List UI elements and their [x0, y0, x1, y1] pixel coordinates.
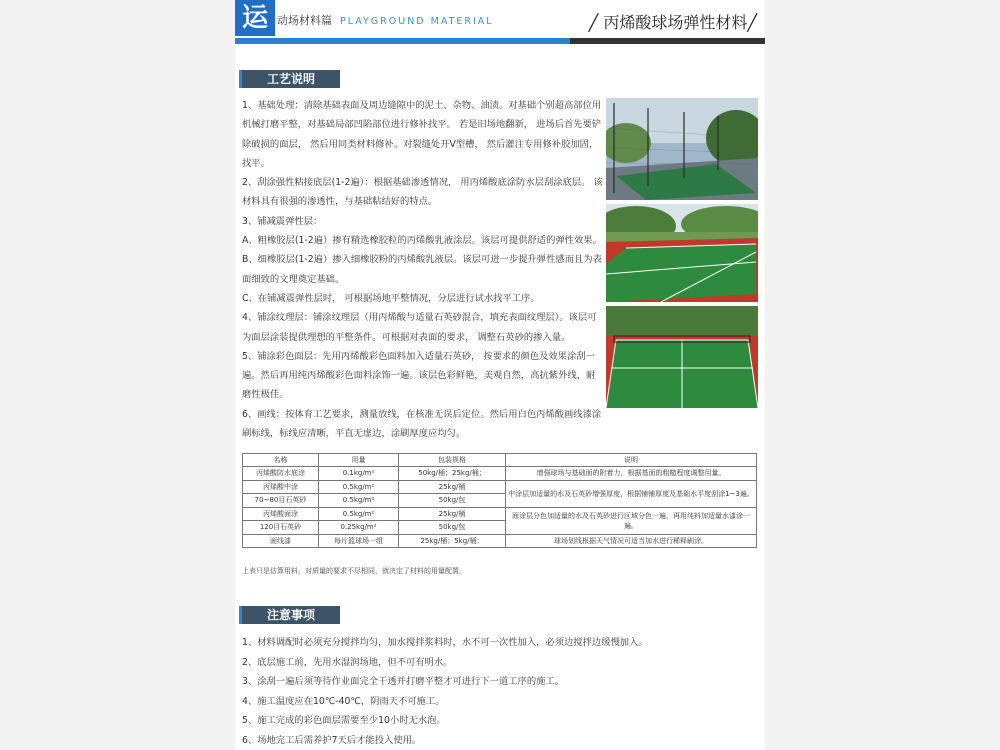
section-heading-process: 工艺说明	[242, 70, 340, 88]
table-cell: 25kg/桶	[399, 480, 506, 494]
table-row	[243, 480, 757, 494]
list-item: 1、材料调配时必须充分搅拌均匀，加水搅拌浆料时，水不可一次性加入，必须边搅拌边缓慢加入。	[242, 637, 648, 648]
process-paragraph: 1、基础处理：清除基础表面及周边缝隙中的泥土、杂物、油渍。对基础个别超高部位用机械打磨平整，对基础局部凹陷部位进行修补找平。 若是旧场地翻新， 进场后首先要铲除破损的面层， 然后用同类材料修补。对裂缝处开V型槽， 然后灌注专用修补胶加固， 找平。	[242, 100, 602, 169]
process-paragraph: 6、画线：按体育工艺要求，测量放线，在核准无误后定位。然后用白色丙烯酸画线漆涂刷标线，标线应清晰，平直无虚边，涂刷厚度应均匀。	[242, 408, 602, 440]
logo-mark: 运	[235, 0, 275, 36]
table-header: 说明	[506, 454, 757, 467]
court-photo-red-green	[606, 204, 758, 302]
list-item: 2、底层施工前，先用水湿润场地，但不可有明水。	[242, 656, 453, 668]
process-paragraph: 5、铺涂彩色面层：先用丙烯酸彩色面料加入适量石英砂， 按要求的颜色及效果涂刮一遍。然后再用纯丙烯酸彩色面料涂饰一遍。该层色彩鲜艳，美观自然，高抗紫外线，耐磨性极佳。	[242, 350, 596, 401]
table-cell: 0.25kg/m²	[319, 521, 399, 535]
table-header: 用量	[319, 454, 399, 467]
process-paragraph: B、细橡胶层(1-2遍）掺入细橡胶粉的丙烯酸乳液层。该层可进一步提升弹性感而且为表面细致的文理奠定基础。	[242, 254, 602, 285]
materials-table	[242, 453, 757, 548]
table-cell: 每片篮球场一组	[319, 534, 399, 548]
table-cell: 50kg/桶；25kg/桶；	[399, 467, 506, 481]
process-paragraph: 2、刮涂强性粘接底层(1-2遍）：根据基础渗透情况， 用丙烯酸底涂防水层刮涂底层。 该材料具有很强的渗透性，与基础粘结好的特点。	[242, 177, 603, 208]
table-note: 上表只是估算用料，对质量的要求不尽相同，就决定了材料的用量配置。	[242, 567, 466, 575]
list-item: 5、施工完成的彩色面层需要至少10小时无水泡。	[242, 715, 446, 726]
table-cell: 0.5kg/m²	[319, 507, 399, 521]
table-cell: 50kg/包	[399, 521, 506, 535]
process-paragraph: A、粗橡胶层(1-2遍）掺有精选橡胶粒的丙烯酸乳液涂层。该层可提供舒适的弹性效果。	[242, 235, 602, 247]
table-row	[243, 467, 757, 481]
section-heading-notes: 注意事项	[242, 606, 340, 624]
table-cell: 50kg/包	[399, 494, 506, 508]
notes-list	[242, 633, 757, 750]
process-description	[242, 96, 604, 443]
header-title: ╱ 丙烯酸球场弹性材料╱	[588, 13, 757, 32]
table-cell: 0.1kg/m²	[319, 467, 399, 481]
process-paragraph: 4、铺涂纹理层：铺涂纹理层（用丙烯酸与适量石英砂混合，填充表面纹理层）。该层可为面层涂装提供理想的平整条件。可根据对表面的要求， 调整石英砂的掺入量。	[242, 312, 597, 343]
table-cell: 中涂层加适量的水及石英砂增强厚度，根据铺铺厚度及基础水平度刮涂1~3遍。	[506, 480, 757, 507]
table-row	[243, 507, 757, 521]
header-bar-blue	[235, 38, 570, 44]
header-bar-dark	[570, 38, 765, 44]
document-page	[235, 0, 765, 750]
table-cell: 面涂层分色加适量的水及石英砂进行区域分色一遍，再用纯料加适量水漆涂一遍。	[506, 507, 757, 534]
process-paragraph: C、在铺减震弹性层时， 可根据场地平整情况，分层进行试水找平工序。	[242, 292, 540, 304]
court-photo-fenced	[606, 98, 758, 200]
table-row	[243, 534, 757, 548]
table-cell: 画线漆	[243, 534, 319, 548]
table-cell: 球场划线根据天气情况可适当加水进行稀释刷涂。	[506, 534, 757, 548]
table-cell: 0.5kg/m²	[319, 494, 399, 508]
table-cell: 25kg/桶	[399, 507, 506, 521]
list-item: 4、施工温度应在10℃-40℃，阴雨天不可施工。	[242, 695, 445, 707]
table-cell: 丙烯酸防水底涂	[243, 467, 319, 481]
table-cell: 丙烯酸中涂	[243, 480, 319, 494]
table-header-row	[243, 454, 757, 467]
table-cell: 70~80目石英砂	[243, 494, 319, 508]
table-header: 包装规格	[399, 454, 506, 467]
table-cell: 丙烯酸面涂	[243, 507, 319, 521]
list-item: 3、涂刮一遍后须等待作业面完全干透并打磨平整才可进行下一道工序的施工。	[242, 676, 565, 687]
table-cell: 120目石英砂	[243, 521, 319, 535]
header-category: 动场材料篇	[277, 14, 332, 27]
table-cell: 0.5kg/m²	[319, 480, 399, 494]
table-header: 名称	[243, 454, 319, 467]
table-cell: 25kg/桶；5kg/桶；	[399, 534, 506, 548]
table-cell: 增强球场与基础面的附着力，根据基面的粗糙程度调整用量。	[506, 467, 757, 481]
process-paragraph: 3、铺减震弹性层：	[242, 215, 323, 227]
page-header	[235, 0, 765, 48]
header-english: PLAYGROUND MATERIAL	[340, 16, 494, 27]
court-photo-tennis	[606, 306, 758, 408]
list-item: 6、场地完工后需养护7天后才能投入使用。	[242, 734, 422, 746]
